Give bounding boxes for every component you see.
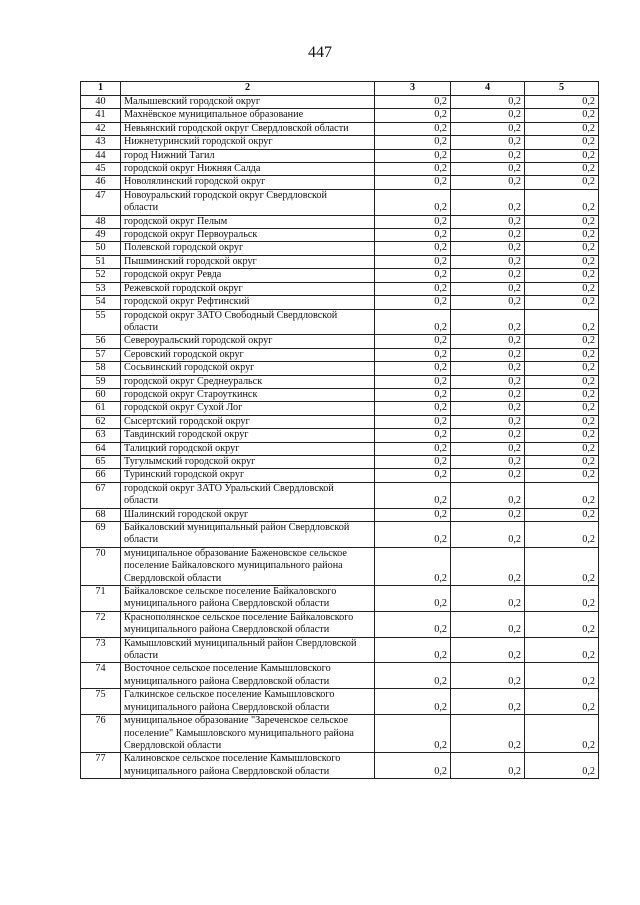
- municipality-name: Сосьвинский городской округ: [121, 362, 375, 375]
- row-number: 41: [81, 109, 121, 122]
- value-col-5: 0,2: [525, 663, 599, 689]
- municipality-name: Байкаловский муниципальный район Свердловской области: [121, 522, 375, 548]
- value-col-4: 0,2: [451, 482, 525, 508]
- table-body: [81, 96, 599, 779]
- value-col-3: 0,2: [375, 522, 451, 548]
- value-col-5: 0,2: [525, 469, 599, 482]
- municipality-name: Невьянский городской округ Свердловской области: [121, 122, 375, 135]
- value-col-3: 0,2: [375, 163, 451, 176]
- row-number: 65: [81, 455, 121, 468]
- value-col-5: 0,2: [525, 375, 599, 388]
- municipality-name: городской округ Староуткинск: [121, 388, 375, 401]
- table-row: [81, 176, 599, 189]
- row-number: 57: [81, 348, 121, 361]
- row-number: 56: [81, 335, 121, 348]
- value-col-3: 0,2: [375, 296, 451, 309]
- value-col-3: 0,2: [375, 469, 451, 482]
- value-col-4: 0,2: [451, 229, 525, 242]
- header-col-4: 4: [451, 82, 525, 96]
- row-number: 44: [81, 149, 121, 162]
- value-col-3: 0,2: [375, 429, 451, 442]
- row-number: 40: [81, 96, 121, 109]
- page-number: 447: [308, 44, 332, 61]
- table-row: [81, 508, 599, 521]
- municipality-name: город Нижний Тагил: [121, 149, 375, 162]
- value-col-5: 0,2: [525, 689, 599, 715]
- value-col-3: 0,2: [375, 415, 451, 428]
- municipality-name: Шалинский городской округ: [121, 508, 375, 521]
- value-col-3: 0,2: [375, 508, 451, 521]
- value-col-5: 0,2: [525, 335, 599, 348]
- table-row: [81, 753, 599, 779]
- value-col-3: 0,2: [375, 282, 451, 295]
- value-col-3: 0,2: [375, 149, 451, 162]
- row-number: 75: [81, 689, 121, 715]
- row-number: 53: [81, 282, 121, 295]
- allocation-table: [80, 81, 599, 779]
- row-number: 64: [81, 442, 121, 455]
- value-col-3: 0,2: [375, 255, 451, 268]
- value-col-4: 0,2: [451, 715, 525, 753]
- value-col-4: 0,2: [451, 415, 525, 428]
- value-col-4: 0,2: [451, 109, 525, 122]
- value-col-3: 0,2: [375, 136, 451, 149]
- value-col-4: 0,2: [451, 586, 525, 612]
- value-col-4: 0,2: [451, 663, 525, 689]
- value-col-4: 0,2: [451, 611, 525, 637]
- value-col-3: 0,2: [375, 663, 451, 689]
- value-col-5: 0,2: [525, 296, 599, 309]
- value-col-5: 0,2: [525, 163, 599, 176]
- municipality-name: городской округ Ревда: [121, 269, 375, 282]
- row-number: 76: [81, 715, 121, 753]
- value-col-4: 0,2: [451, 689, 525, 715]
- value-col-3: 0,2: [375, 611, 451, 637]
- municipality-name: муниципальное образование Баженовское сельское поселение Байкаловского муниципального района Свердловской области: [121, 547, 375, 585]
- value-col-5: 0,2: [525, 215, 599, 228]
- value-col-4: 0,2: [451, 348, 525, 361]
- value-col-3: 0,2: [375, 176, 451, 189]
- value-col-4: 0,2: [451, 309, 525, 335]
- row-number: 47: [81, 189, 121, 215]
- value-col-3: 0,2: [375, 269, 451, 282]
- value-col-5: 0,2: [525, 753, 599, 779]
- row-number: 72: [81, 611, 121, 637]
- value-col-4: 0,2: [451, 375, 525, 388]
- value-col-3: 0,2: [375, 309, 451, 335]
- value-col-4: 0,2: [451, 282, 525, 295]
- value-col-3: 0,2: [375, 482, 451, 508]
- value-col-3: 0,2: [375, 442, 451, 455]
- municipality-name: городской округ Нижняя Салда: [121, 163, 375, 176]
- table-row: [81, 229, 599, 242]
- table-row: [81, 348, 599, 361]
- table-row: [81, 149, 599, 162]
- header-col-2: 2: [121, 82, 375, 96]
- value-col-4: 0,2: [451, 96, 525, 109]
- value-col-4: 0,2: [451, 455, 525, 468]
- table-row: [81, 109, 599, 122]
- value-col-4: 0,2: [451, 442, 525, 455]
- table-row: [81, 96, 599, 109]
- value-col-4: 0,2: [451, 388, 525, 401]
- value-col-3: 0,2: [375, 715, 451, 753]
- municipality-name: Калиновское сельское поселение Камышловского муниципального района Свердловской области: [121, 753, 375, 779]
- row-number: 61: [81, 402, 121, 415]
- value-col-5: 0,2: [525, 149, 599, 162]
- value-col-4: 0,2: [451, 362, 525, 375]
- municipality-name: Восточное сельское поселение Камышловского муниципального района Свердловской области: [121, 663, 375, 689]
- value-col-3: 0,2: [375, 689, 451, 715]
- municipality-name: муниципальное образование "Зареченское сельское поселение" Камышловского муниципального района Свердловской области: [121, 715, 375, 753]
- value-col-3: 0,2: [375, 242, 451, 255]
- value-col-3: 0,2: [375, 402, 451, 415]
- value-col-3: 0,2: [375, 189, 451, 215]
- value-col-5: 0,2: [525, 508, 599, 521]
- value-col-3: 0,2: [375, 753, 451, 779]
- municipality-name: Серовский городской округ: [121, 348, 375, 361]
- municipality-name: Туринский городской округ: [121, 469, 375, 482]
- value-col-4: 0,2: [451, 296, 525, 309]
- value-col-4: 0,2: [451, 163, 525, 176]
- row-number: 54: [81, 296, 121, 309]
- header-row: [81, 82, 599, 96]
- value-col-5: 0,2: [525, 442, 599, 455]
- value-col-4: 0,2: [451, 189, 525, 215]
- row-number: 71: [81, 586, 121, 612]
- row-number: 43: [81, 136, 121, 149]
- value-col-3: 0,2: [375, 362, 451, 375]
- value-col-4: 0,2: [451, 522, 525, 548]
- value-col-5: 0,2: [525, 269, 599, 282]
- value-col-5: 0,2: [525, 136, 599, 149]
- row-number: 42: [81, 122, 121, 135]
- value-col-5: 0,2: [525, 309, 599, 335]
- value-col-5: 0,2: [525, 455, 599, 468]
- table-row: [81, 189, 599, 215]
- municipality-name: Краснополянское сельское поселение Байкаловского муниципального района Свердловской области: [121, 611, 375, 637]
- row-number: 73: [81, 637, 121, 663]
- table-row: [81, 163, 599, 176]
- table-row: [81, 663, 599, 689]
- value-col-4: 0,2: [451, 269, 525, 282]
- table-row: [81, 362, 599, 375]
- value-col-4: 0,2: [451, 215, 525, 228]
- value-col-5: 0,2: [525, 482, 599, 508]
- municipality-name: Малышевский городской округ: [121, 96, 375, 109]
- row-number: 59: [81, 375, 121, 388]
- row-number: 52: [81, 269, 121, 282]
- row-number: 48: [81, 215, 121, 228]
- municipality-name: городской округ Первоуральск: [121, 229, 375, 242]
- municipality-name: городской округ Пелым: [121, 215, 375, 228]
- value-col-4: 0,2: [451, 547, 525, 585]
- value-col-5: 0,2: [525, 96, 599, 109]
- municipality-name: Сысертский городской округ: [121, 415, 375, 428]
- municipality-name: Байкаловское сельское поселение Байкаловского муниципального района Свердловской области: [121, 586, 375, 612]
- value-col-4: 0,2: [451, 637, 525, 663]
- table-row: [81, 309, 599, 335]
- value-col-4: 0,2: [451, 176, 525, 189]
- value-col-5: 0,2: [525, 637, 599, 663]
- municipality-name: городской округ ЗАТО Свободный Свердловской области: [121, 309, 375, 335]
- table-row: [81, 611, 599, 637]
- value-col-5: 0,2: [525, 362, 599, 375]
- value-col-5: 0,2: [525, 388, 599, 401]
- value-col-5: 0,2: [525, 715, 599, 753]
- value-col-5: 0,2: [525, 611, 599, 637]
- table-row: [81, 402, 599, 415]
- value-col-3: 0,2: [375, 348, 451, 361]
- row-number: 63: [81, 429, 121, 442]
- row-number: 49: [81, 229, 121, 242]
- municipality-name: Режевской городской округ: [121, 282, 375, 295]
- municipality-name: городской округ Среднеуральск: [121, 375, 375, 388]
- row-number: 74: [81, 663, 121, 689]
- municipality-name: Нижнетуринский городской округ: [121, 136, 375, 149]
- header-col-5: 5: [525, 82, 599, 96]
- municipality-name: Камышловский муниципальный район Свердловской области: [121, 637, 375, 663]
- value-col-3: 0,2: [375, 586, 451, 612]
- value-col-5: 0,2: [525, 229, 599, 242]
- value-col-5: 0,2: [525, 586, 599, 612]
- value-col-5: 0,2: [525, 109, 599, 122]
- value-col-3: 0,2: [375, 335, 451, 348]
- header-col-1: 1: [81, 82, 121, 96]
- value-col-4: 0,2: [451, 242, 525, 255]
- value-col-5: 0,2: [525, 402, 599, 415]
- value-col-4: 0,2: [451, 429, 525, 442]
- value-col-3: 0,2: [375, 96, 451, 109]
- municipality-name: Махнёвское муниципальное образование: [121, 109, 375, 122]
- value-col-5: 0,2: [525, 122, 599, 135]
- value-col-5: 0,2: [525, 348, 599, 361]
- value-col-5: 0,2: [525, 176, 599, 189]
- value-col-4: 0,2: [451, 255, 525, 268]
- table-row: [81, 455, 599, 468]
- municipality-name: Галкинское сельское поселение Камышловского муниципального района Свердловской области: [121, 689, 375, 715]
- municipality-name: городской округ ЗАТО Уральский Свердловской области: [121, 482, 375, 508]
- value-col-3: 0,2: [375, 388, 451, 401]
- table-row: [81, 415, 599, 428]
- municipality-name: Тавдинский городской округ: [121, 429, 375, 442]
- municipality-name: Тугулымский городской округ: [121, 455, 375, 468]
- row-number: 58: [81, 362, 121, 375]
- row-number: 62: [81, 415, 121, 428]
- header-col-3: 3: [375, 82, 451, 96]
- table-row: [81, 547, 599, 585]
- row-number: 60: [81, 388, 121, 401]
- value-col-5: 0,2: [525, 282, 599, 295]
- table-row: [81, 242, 599, 255]
- table-row: [81, 522, 599, 548]
- value-col-3: 0,2: [375, 375, 451, 388]
- table-row: [81, 375, 599, 388]
- municipality-name: Североуральский городской округ: [121, 335, 375, 348]
- row-number: 69: [81, 522, 121, 548]
- value-col-5: 0,2: [525, 189, 599, 215]
- table-row: [81, 469, 599, 482]
- value-col-5: 0,2: [525, 255, 599, 268]
- value-col-4: 0,2: [451, 469, 525, 482]
- value-col-3: 0,2: [375, 215, 451, 228]
- value-col-3: 0,2: [375, 229, 451, 242]
- table-row: [81, 442, 599, 455]
- municipality-name: Талицкий городской округ: [121, 442, 375, 455]
- value-col-4: 0,2: [451, 149, 525, 162]
- table-row: [81, 122, 599, 135]
- value-col-5: 0,2: [525, 242, 599, 255]
- table-row: [81, 388, 599, 401]
- value-col-5: 0,2: [525, 415, 599, 428]
- value-col-4: 0,2: [451, 508, 525, 521]
- value-col-4: 0,2: [451, 402, 525, 415]
- value-col-3: 0,2: [375, 637, 451, 663]
- row-number: 67: [81, 482, 121, 508]
- table-row: [81, 482, 599, 508]
- row-number: 55: [81, 309, 121, 335]
- table-row: [81, 269, 599, 282]
- table-row: [81, 296, 599, 309]
- table-row: [81, 715, 599, 753]
- value-col-4: 0,2: [451, 122, 525, 135]
- table-row: [81, 637, 599, 663]
- table-row: [81, 335, 599, 348]
- municipality-name: городской округ Рефтинский: [121, 296, 375, 309]
- row-number: 77: [81, 753, 121, 779]
- row-number: 70: [81, 547, 121, 585]
- table-row: [81, 136, 599, 149]
- value-col-5: 0,2: [525, 429, 599, 442]
- row-number: 66: [81, 469, 121, 482]
- value-col-3: 0,2: [375, 109, 451, 122]
- row-number: 45: [81, 163, 121, 176]
- municipality-name: Новолялинский городской округ: [121, 176, 375, 189]
- municipality-name: городской округ Сухой Лог: [121, 402, 375, 415]
- row-number: 50: [81, 242, 121, 255]
- table-row: [81, 282, 599, 295]
- value-col-4: 0,2: [451, 753, 525, 779]
- value-col-3: 0,2: [375, 455, 451, 468]
- value-col-4: 0,2: [451, 136, 525, 149]
- value-col-3: 0,2: [375, 547, 451, 585]
- table-row: [81, 586, 599, 612]
- municipality-name: Полевской городской округ: [121, 242, 375, 255]
- value-col-4: 0,2: [451, 335, 525, 348]
- table-row: [81, 215, 599, 228]
- table-row: [81, 689, 599, 715]
- municipality-name: Пышминский городской округ: [121, 255, 375, 268]
- value-col-5: 0,2: [525, 547, 599, 585]
- table-row: [81, 429, 599, 442]
- value-col-5: 0,2: [525, 522, 599, 548]
- row-number: 51: [81, 255, 121, 268]
- municipality-name: Новоуральский городской округ Свердловской области: [121, 189, 375, 215]
- value-col-3: 0,2: [375, 122, 451, 135]
- table-row: [81, 255, 599, 268]
- row-number: 68: [81, 508, 121, 521]
- row-number: 46: [81, 176, 121, 189]
